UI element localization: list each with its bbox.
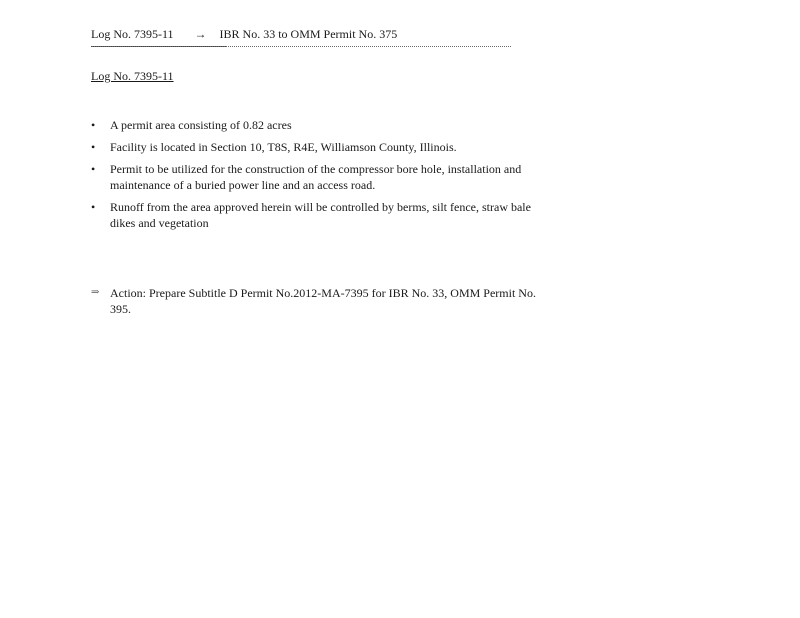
bullet-item: [91, 139, 531, 155]
bullet-item: [91, 117, 531, 133]
bullet-icon: •: [91, 200, 96, 214]
bullet-icon: •: [91, 118, 96, 132]
bullet-icon: •: [91, 162, 96, 176]
bullet-icon: •: [91, 140, 96, 154]
bullet-text: Runoff from the area approved herein will be controlled by berms, silt fence, straw bale dikes and vegetation: [110, 200, 531, 230]
right-arrow-icon: →: [194, 27, 207, 41]
header-divider-dense: [91, 46, 226, 47]
header-line: [91, 25, 551, 43]
header-log-number: Log No. 7395-11: [91, 27, 174, 41]
bullet-text: A permit area consisting of 0.82 acres: [110, 118, 292, 132]
action-item: [91, 285, 541, 317]
bullet-list: [91, 117, 531, 237]
arrow-marker-icon: ⇒: [91, 287, 100, 298]
bullet-item: [91, 161, 531, 193]
header-permit-reference: IBR No. 33 to OMM Permit No. 375: [219, 27, 398, 41]
bullet-item: [91, 199, 531, 231]
action-text: Action: Prepare Subtitle D Permit No.2012-MA-7395 for IBR No. 33, OMM Permit No. 395.: [110, 286, 536, 316]
bullet-text: Permit to be utilized for the construction of the compressor bore hole, installation and maintenance of a buried power line and an access road.: [110, 162, 522, 192]
bullet-text: Facility is located in Section 10, T8S, R4E, Williamson County, Illinois.: [110, 140, 457, 154]
section-heading: Log No. 7395-11: [91, 69, 174, 83]
